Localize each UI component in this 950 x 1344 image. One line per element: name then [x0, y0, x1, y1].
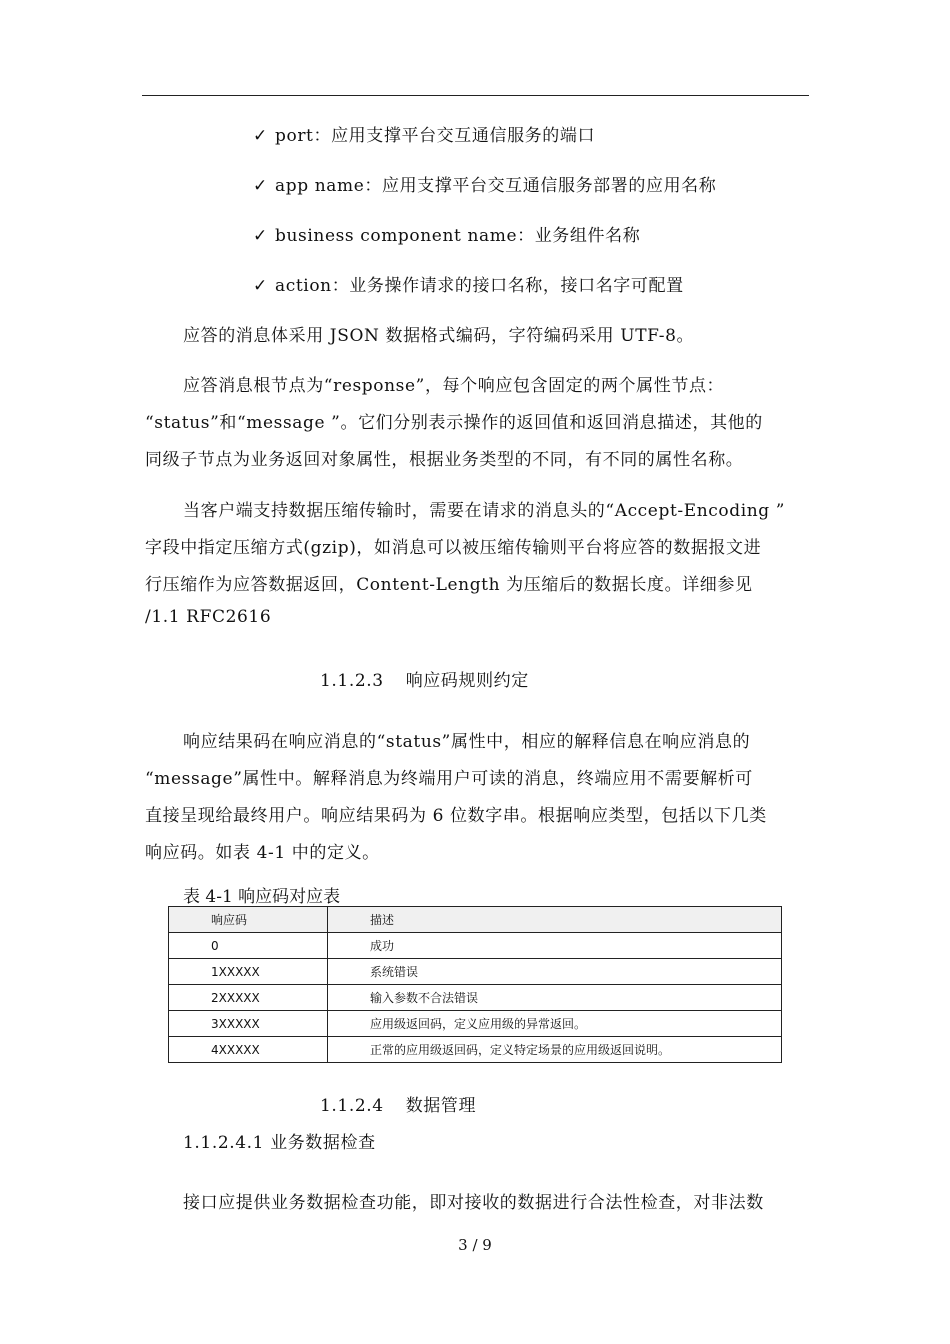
check-icon: ✓: [253, 126, 268, 146]
description-cell: 系统错误: [328, 959, 782, 985]
paragraph-json-encoding: 应答的消息体采用 JSON 数据格式编码，字符编码采用 UTF-8。: [183, 326, 695, 346]
paragraph-line: 响应结果码在响应消息的“status”属性中，相应的解释信息在响应消息的: [183, 732, 751, 752]
check-icon: ✓: [253, 176, 268, 196]
table-header-row: [169, 907, 782, 933]
bullet-item: ✓ business component name：业务组件名称: [253, 226, 641, 246]
paragraph-line: 应答消息根节点为“response”，每个响应包含固定的两个属性节点：: [183, 376, 725, 396]
paragraph-line: “message”属性中。解释消息为终端用户可读的消息，终端应用不需要解析可: [145, 769, 753, 789]
table-row: [169, 959, 782, 985]
check-icon: ✓: [253, 276, 268, 296]
response-code-table: [168, 906, 782, 1063]
subsection-heading-1-1-2-4-1: 1.1.2.4.1 业务数据检查: [183, 1133, 376, 1153]
bullet-item: ✓ action：业务操作请求的接口名称，接口名字可配置: [253, 276, 684, 296]
bullet-item: ✓ app name：应用支撑平台交互通信服务部署的应用名称: [253, 176, 717, 196]
column-header: 响应码: [169, 907, 328, 933]
table-row: [169, 985, 782, 1011]
paragraph-line: “status”和“message ”。它们分别表示操作的返回值和返回消息描述，其他的: [145, 413, 763, 433]
code-cell: 1XXXXX: [169, 959, 328, 985]
paragraph-line: 当客户端支持数据压缩传输时，需要在请求的消息头的“Accept-Encoding ”: [183, 501, 786, 521]
table-row: [169, 1011, 782, 1037]
table-caption: 表 4-1 响应码对应表: [183, 887, 341, 907]
description-cell: 正常的应用级返回码，定义特定场景的应用级返回说明。: [328, 1037, 782, 1063]
paragraph-line: 字段中指定压缩方式(gzip)，如消息可以被压缩传输则平台将应答的数据报文进: [145, 538, 762, 558]
paragraph-line: 行压缩作为应答数据返回，Content-Length 为压缩后的数据长度。详细参见: [145, 575, 753, 595]
description-cell: 成功: [328, 933, 782, 959]
page-number: 3 / 9: [458, 1236, 492, 1254]
code-cell: 0: [169, 933, 328, 959]
column-header: 描述: [328, 907, 782, 933]
code-cell: 4XXXXX: [169, 1037, 328, 1063]
description-cell: 输入参数不合法错误: [328, 985, 782, 1011]
code-cell: 2XXXXX: [169, 985, 328, 1011]
table-row: [169, 933, 782, 959]
paragraph-line: 同级子节点为业务返回对象属性，根据业务类型的不同，有不同的属性名称。: [145, 450, 744, 470]
header-rule: [142, 95, 809, 96]
paragraph-line: 响应码。如表 4-1 中的定义。: [145, 843, 380, 863]
check-icon: ✓: [253, 226, 268, 246]
paragraph-line: 接口应提供业务数据检查功能，即对接收的数据进行合法性检查，对非法数: [183, 1193, 764, 1213]
code-cell: 3XXXXX: [169, 1011, 328, 1037]
paragraph-line: 直接呈现给最终用户。响应结果码为 6 位数字串。根据响应类型，包括以下几类: [145, 806, 767, 826]
paragraph-line: /1.1 RFC2616: [145, 607, 272, 627]
table-row: [169, 1037, 782, 1063]
bullet-item: ✓ port：应用支撑平台交互通信服务的端口: [253, 126, 596, 146]
description-cell: 应用级返回码，定义应用级的异常返回。: [328, 1011, 782, 1037]
section-heading-1-1-2-3: 1.1.2.3 响应码规则约定: [320, 671, 529, 691]
section-heading-1-1-2-4: 1.1.2.4 数据管理: [320, 1096, 477, 1116]
